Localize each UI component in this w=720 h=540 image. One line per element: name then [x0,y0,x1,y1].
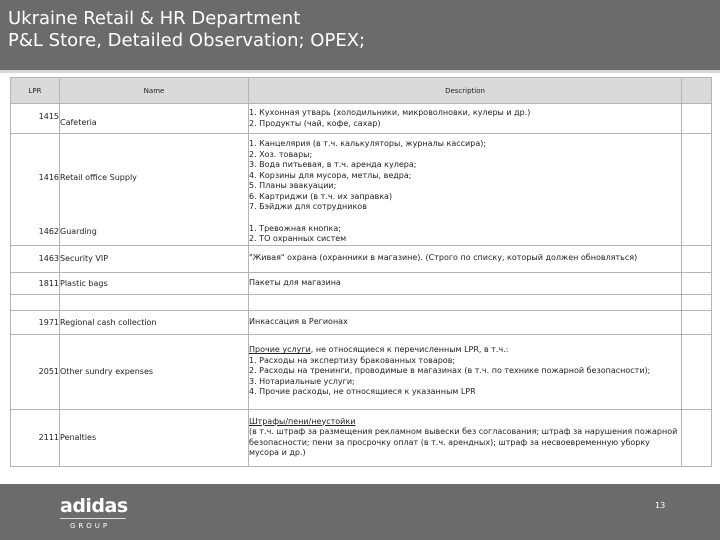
table-row [11,104,712,134]
column-header-name: Name [60,78,249,104]
description-cell [249,134,682,246]
description-line: 2. Продукты (чай, кофе, сахар) [249,118,381,128]
lpr-cell: 1463 [11,245,60,272]
name-cell [60,134,249,246]
description-heading-rest: , не относящиеся к перечисленным LPR, в т.ч.: [310,345,509,355]
column-header-blank [682,78,712,104]
title-bar [0,0,720,70]
table-row [11,272,712,294]
column-header-lpr: LPR [11,78,60,104]
table-row [11,409,712,466]
description-cell [249,409,682,466]
name-cell: Other sundry expenses [60,334,249,409]
description-line: 4. Корзины для мусора, метлы, ведра; [249,170,412,180]
name-cell: Regional cash collection [60,310,249,334]
description-line: 3. Вода питьевая, в т.ч. аренда кулера; [249,160,417,169]
table-row-empty [11,294,712,310]
name-cell: Security VIP [60,245,249,272]
description-line: 2. ТО охранных систем [249,234,347,243]
description-line: 1. Расходы на экспертизу бракованных товаров; [249,355,456,365]
description-line: 1. Кухонная утварь (холодильники, микроволновки, кулеры и др.) [249,108,531,117]
description-line: Инкассация в Регионах [249,316,348,326]
description-line: 6. Картриджи (в т.ч. их заправка) [249,191,393,201]
description-line: 4. Прочие расходы, не относящиеся к указанным LPR [249,387,476,397]
description-line: 2. Хоз. товары; [249,149,313,159]
description-cell [249,272,682,294]
description-line: 1. Канцелярия (в т.ч. калькуляторы, журналы кассира); [249,139,487,148]
description-line: 2. Расходы на тренинги, проводимые в магазинах (в т.ч. по технике пожарной безопасности); [249,366,651,376]
lpr-value-1416: 1416 [38,173,59,182]
description-heading: Штрафы/пени/неустойки [249,416,356,426]
description-line: 7. Бэйджи для сотрудников [249,202,367,211]
description-line: 3. Нотариальные услуги; [249,376,355,386]
table-row [11,134,712,246]
page-title [8,8,365,52]
adidas-group-label: GROUP [70,522,111,530]
lpr-cell: 2111 [11,409,60,466]
lpr-cell: 1971 [11,310,60,334]
description-paragraph: (в т.ч. штраф за размещения рекламном вывески без согласования; штраф за нарушения пожарной безопасности; пени за просрочку оплат (в т.ч. арендных); штраф за несвоевременную уборку мусора и др.) [249,427,678,457]
opex-table [10,77,712,467]
description-line: 5. Планы эвакуации; [249,181,337,190]
name-value-guarding: Guarding [60,227,97,236]
header-divider [0,70,720,73]
description-line [249,345,681,356]
lpr-cell: 1811 [11,272,60,294]
description-cell [249,310,682,334]
table-row [11,245,712,272]
table-header-row [11,78,712,104]
column-header-description: Description [249,78,682,104]
page-title-line-2: P&L Store, Detailed Observation; OPEX; [8,30,366,51]
table-row [11,310,712,334]
name-cell: Cafeteria [60,104,249,134]
description-heading: Прочие услуги [249,345,311,355]
lpr-cell: 2051 [11,334,60,409]
description-cell [249,104,682,134]
name-cell: Plastic bags [60,272,249,294]
lpr-cell [11,134,60,246]
logo-divider [60,518,126,519]
description-line: 1. Тревожная кнопка; [249,223,341,233]
table-row [11,334,712,409]
name-cell: Penalties [60,409,249,466]
lpr-cell: 1415 [11,104,60,134]
description-cell [249,334,682,409]
name-value-retail-office-supply: Retail office Supply [60,173,137,182]
page-title-line-1: Ukraine Retail & HR Department [8,8,301,29]
description-cell [249,245,682,272]
description-line: Пакеты для магазина [249,277,341,287]
adidas-logo: adidas [60,495,128,517]
page-number: 13 [655,501,666,510]
lpr-value-1462: 1462 [38,227,59,236]
description-line: "Живая" охрана (охранники в магазине). (Строго по списку, который должен обновляться) [249,253,638,263]
